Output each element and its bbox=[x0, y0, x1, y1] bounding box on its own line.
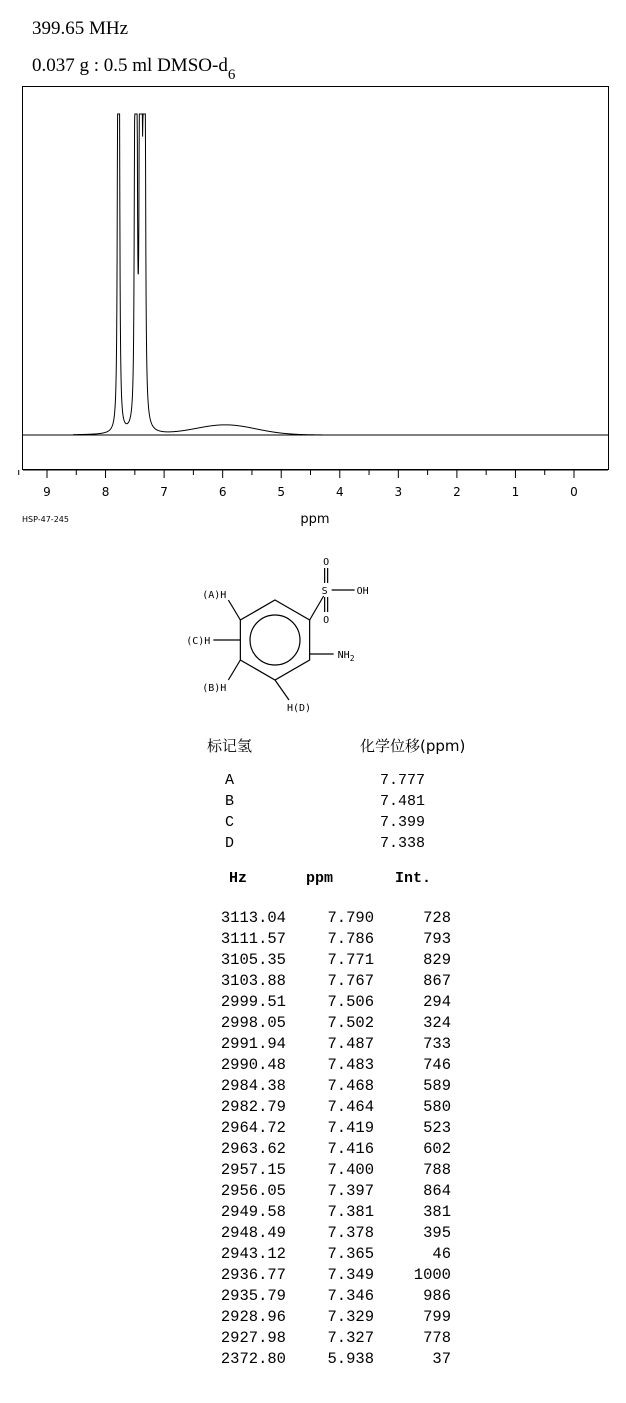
hydrogen-c-label: (C)H bbox=[186, 636, 211, 647]
peak-intensity: 986 bbox=[423, 1287, 451, 1305]
bond-c-ha bbox=[228, 600, 240, 620]
peak-hz: 2963.62 bbox=[220, 1140, 286, 1158]
oxygen-top: O bbox=[323, 557, 330, 568]
peak-intensity: 793 bbox=[423, 930, 451, 948]
assignment-col1-header: 标记氢 bbox=[207, 737, 253, 755]
chemical-structure bbox=[170, 540, 370, 720]
peak-header-hz: Hz bbox=[229, 870, 248, 887]
bond-c-s bbox=[310, 596, 324, 620]
peak-intensity: 728 bbox=[423, 909, 451, 927]
peak-ppm: 7.786 bbox=[327, 930, 374, 948]
aromatic-circle bbox=[250, 615, 300, 665]
peak-hz: 3113.04 bbox=[220, 909, 286, 927]
peak-hz: 2936.77 bbox=[220, 1266, 286, 1284]
spectrometer-frequency: 399.65 MHz bbox=[32, 18, 129, 39]
peak-intensity: 788 bbox=[423, 1161, 451, 1179]
bond-c-hb bbox=[228, 660, 240, 680]
peak-intensity: 733 bbox=[423, 1035, 451, 1053]
bond-c-hd bbox=[275, 680, 289, 700]
peak-hz: 2982.79 bbox=[220, 1098, 286, 1116]
x-tick-label: 4 bbox=[335, 485, 344, 499]
peak-ppm: 7.506 bbox=[327, 993, 374, 1011]
peak-ppm: 7.464 bbox=[327, 1098, 374, 1116]
sample-concentration-text: 0.037 g : 0.5 ml DMSO-d bbox=[32, 55, 228, 76]
peak-intensity: 580 bbox=[423, 1098, 451, 1116]
peak-hz: 2948.49 bbox=[220, 1224, 286, 1242]
peak-hz: 3111.57 bbox=[220, 930, 286, 948]
x-axis-label: ppm bbox=[300, 512, 330, 527]
x-tick-label: 8 bbox=[101, 485, 110, 499]
assignment-label: B bbox=[225, 793, 235, 810]
peak-hz: 3103.88 bbox=[220, 972, 286, 990]
assignment-shift: 7.777 bbox=[380, 772, 426, 789]
peak-ppm: 7.502 bbox=[327, 1014, 374, 1032]
x-tick-label: 1 bbox=[511, 485, 520, 499]
peak-intensity: 602 bbox=[423, 1140, 451, 1158]
amino-group: $NH_2$ bbox=[337, 650, 355, 663]
peak-hz: 2935.79 bbox=[220, 1287, 286, 1305]
peak-ppm: 7.381 bbox=[327, 1203, 374, 1221]
peak-header-int: Int. bbox=[395, 870, 432, 887]
peak-hz: 3105.35 bbox=[220, 951, 286, 969]
peak-ppm: 7.468 bbox=[327, 1077, 374, 1095]
peak-ppm: 7.483 bbox=[327, 1056, 374, 1074]
x-tick-label: 9 bbox=[43, 485, 51, 499]
assignment-shift: 7.481 bbox=[380, 793, 426, 810]
x-tick-label: 3 bbox=[394, 485, 403, 499]
benzene-ring bbox=[240, 600, 309, 680]
peak-hz: 2949.58 bbox=[220, 1203, 286, 1221]
peak-hz: 2956.05 bbox=[220, 1182, 286, 1200]
assignment-col2-header: 化学位移(ppm) bbox=[360, 737, 466, 755]
peak-ppm: 7.329 bbox=[327, 1308, 374, 1326]
peak-ppm: 5.938 bbox=[327, 1350, 374, 1368]
peak-ppm: 7.378 bbox=[327, 1224, 374, 1242]
sample-id: HSP-47-245 bbox=[22, 515, 69, 524]
peak-intensity: 46 bbox=[432, 1245, 451, 1263]
peak-hz: 2943.12 bbox=[220, 1245, 286, 1263]
peak-hz: 2984.38 bbox=[220, 1077, 286, 1095]
hydroxyl: OH bbox=[356, 586, 369, 597]
peak-intensity: 829 bbox=[423, 951, 451, 969]
peak-hz: 2928.96 bbox=[220, 1308, 286, 1326]
assignment-label: A bbox=[225, 772, 235, 789]
spectrum-trace bbox=[73, 114, 322, 435]
peak-ppm: 7.365 bbox=[327, 1245, 374, 1263]
peak-header-ppm: ppm bbox=[306, 870, 334, 887]
peak-hz: 2372.80 bbox=[220, 1350, 286, 1368]
x-tick-label: 7 bbox=[160, 485, 168, 499]
peak-intensity: 864 bbox=[423, 1182, 451, 1200]
solvent-subscript: 6 bbox=[227, 67, 236, 83]
peak-intensity: 746 bbox=[423, 1056, 451, 1074]
peak-ppm: 7.487 bbox=[327, 1035, 374, 1053]
oxygen-bottom: O bbox=[323, 615, 330, 626]
peak-intensity: 324 bbox=[423, 1014, 451, 1032]
peak-intensity: 799 bbox=[423, 1308, 451, 1326]
peak-ppm: 7.400 bbox=[327, 1161, 374, 1179]
peak-ppm: 7.349 bbox=[327, 1266, 374, 1284]
peak-ppm: 7.771 bbox=[327, 951, 374, 969]
peak-intensity: 1000 bbox=[413, 1266, 451, 1284]
peak-intensity: 37 bbox=[432, 1350, 451, 1368]
sulfur-atom: S bbox=[321, 586, 328, 597]
peak-ppm: 7.419 bbox=[327, 1119, 374, 1137]
hydrogen-b-label: (B)H bbox=[202, 683, 227, 694]
peak-intensity: 381 bbox=[423, 1203, 451, 1221]
peak-hz: 2998.05 bbox=[220, 1014, 286, 1032]
peak-intensity: 294 bbox=[423, 993, 451, 1011]
peak-hz: 2957.15 bbox=[220, 1161, 286, 1179]
x-tick-label: 6 bbox=[218, 485, 227, 499]
peak-ppm: 7.790 bbox=[327, 909, 374, 927]
assignment-shift: 7.338 bbox=[380, 835, 426, 852]
peak-intensity: 523 bbox=[423, 1119, 451, 1137]
peak-intensity: 589 bbox=[423, 1077, 451, 1095]
peak-ppm: 7.416 bbox=[327, 1140, 374, 1158]
x-tick-label: 2 bbox=[453, 485, 461, 499]
peak-ppm: 7.397 bbox=[327, 1182, 374, 1200]
x-tick-label: 0 bbox=[570, 485, 578, 499]
peak-ppm: 7.767 bbox=[327, 972, 374, 990]
peak-hz: 2991.94 bbox=[220, 1035, 286, 1053]
hydrogen-d-label: H(D) bbox=[287, 703, 312, 714]
assignment-shift: 7.399 bbox=[380, 814, 426, 831]
peak-intensity: 395 bbox=[423, 1224, 451, 1242]
assignment-label: C bbox=[225, 814, 235, 831]
peak-hz: 2927.98 bbox=[220, 1329, 286, 1347]
peak-ppm: 7.327 bbox=[327, 1329, 374, 1347]
peak-intensity: 867 bbox=[423, 972, 451, 990]
nmr-spectrum-chart bbox=[0, 80, 626, 530]
assignment-label: D bbox=[225, 835, 235, 852]
peak-hz: 2990.48 bbox=[220, 1056, 286, 1074]
amino-subscript: 2 bbox=[349, 654, 355, 663]
hydrogen-a-label: (A)H bbox=[202, 590, 227, 601]
x-axis-ticks bbox=[19, 470, 608, 499]
peak-hz: 2999.51 bbox=[220, 993, 286, 1011]
peak-intensity: 778 bbox=[423, 1329, 451, 1347]
peak-ppm: 7.346 bbox=[327, 1287, 374, 1305]
peak-hz: 2964.72 bbox=[220, 1119, 286, 1137]
x-tick-label: 5 bbox=[277, 485, 286, 499]
plot-frame bbox=[23, 87, 609, 470]
